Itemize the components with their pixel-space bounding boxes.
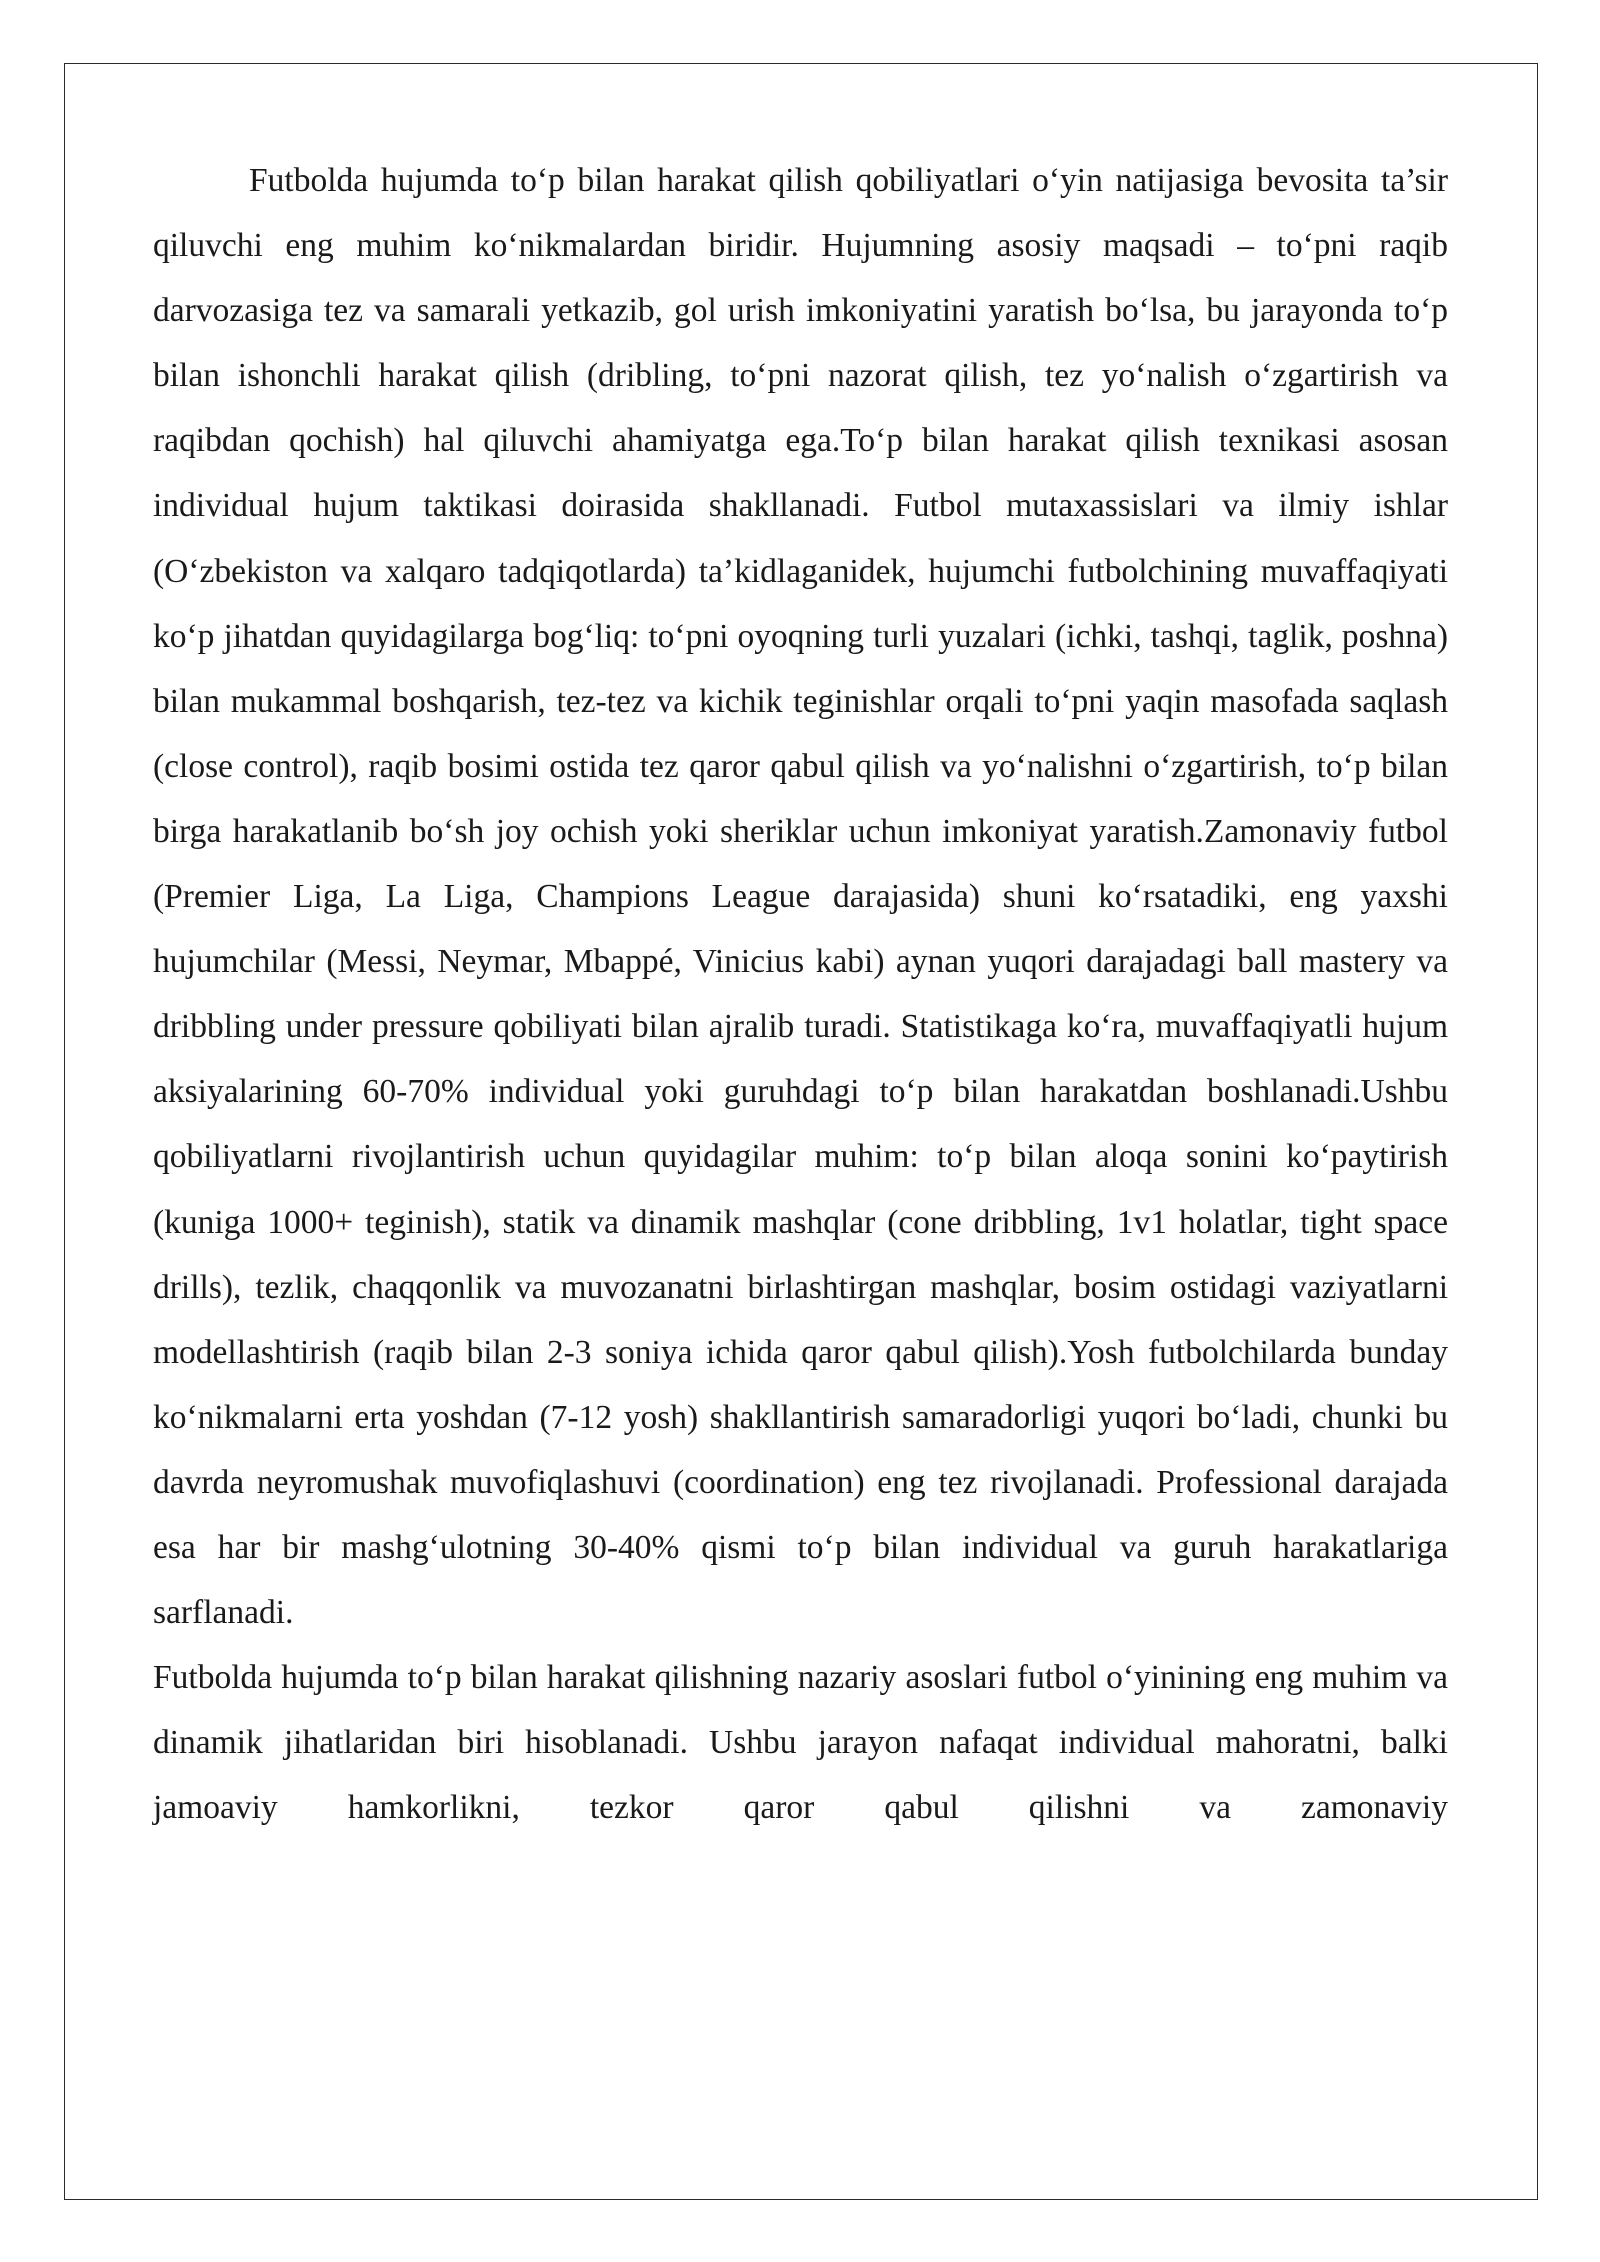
paragraph-2: Futbolda hujumda to‘p bilan harakat qilishning nazariy asoslari futbol o‘yinining eng muhim va dinamik jihatlaridan biri hisoblanadi. Ushbu jarayon nafaqat individual mahoratni, balki jamoaviy hamkorlikni, tezkor qaror qabul qilishni va zamonaviy [153,1659,1448,1827]
document-body [153,148,1448,1840]
paragraph-1: Futbolda hujumda to‘p bilan harakat qilish qobiliyatlari o‘yin natijasiga bevosita ta’sir qiluvchi eng muhim ko‘nikmalardan biridir. Hujumning asosiy maqsadi – to‘pni raqib darvozasiga tez va samarali yetkazib, gol urish imkoniyatini yaratish bo‘lsa, bu jarayonda to‘p bilan ishonchli harakat qilish (dribling, to‘pni nazorat qilish, tez yo‘nalish o‘zgartirish va raqibdan qochish) hal qiluvchi ahamiyatga ega.To‘p bilan harakat qilish texnikasi asosan individual hujum taktikasi doirasida shakllanadi. Futbol mutaxassislari va ilmiy ishlar (O‘zbekiston va xalqaro tadqiqotlarda) ta’kidlaganidek, hujumchi futbolchining muvaffaqiyati ko‘p jihatdan quyidagilarga bog‘liq: to‘pni oyoqning turli yuzalari (ichki, tashqi, taglik, poshna) bilan mukammal boshqarish, tez-tez va kichik teginishlar orqali to‘pni yaqin masofada saqlash (close control), raqib bosimi ostida tez qaror qabul qilish va yo‘nalishni o‘zgartirish, to‘p bilan birga harakatlanib bo‘sh joy ochish yoki sheriklar uchun imkoniyat yaratish.Zamonaviy futbol (Premier Liga, La Liga, Champions League darajasida) shuni ko‘rsatadiki, eng yaxshi hujumchilar (Messi, Neymar, Mbappé, Vinicius kabi) aynan yuqori darajadagi ball mastery va dribbling under pressure qobiliyati bilan ajralib turadi. Statistikaga ko‘ra, muvaffaqiyatli hujum aksiyalarining 60-70% individual yoki guruhdagi to‘p bilan harakatdan boshlanadi.Ushbu qobiliyatlarni rivojlantirish uchun quyidagilar muhim: to‘p bilan aloqa sonini ko‘paytirish (kuniga 1000+ teginish), statik va dinamik mashqlar (cone dribbling, 1v1 holatlar, tight space drills), tezlik, chaqqonlik va muvozanatni birlashtirgan mashqlar, bosim ostidagi vaziyatlarni modellashtirish (raqib bilan 2-3 soniya ichida qaror qabul qilish).Yosh futbolchilarda bunday ko‘nikmalarni erta yoshdan (7-12 yosh) shakllantirish samaradorligi yuqori bo‘ladi, chunki bu davrda neyromushak muvofiqlashuvi (coordination) eng tez rivojlanadi. Professional darajada esa har bir mashg‘ulotning 30-40% qismi to‘p bilan individual va guruh harakatlariga sarflanadi. [153,162,1448,1632]
